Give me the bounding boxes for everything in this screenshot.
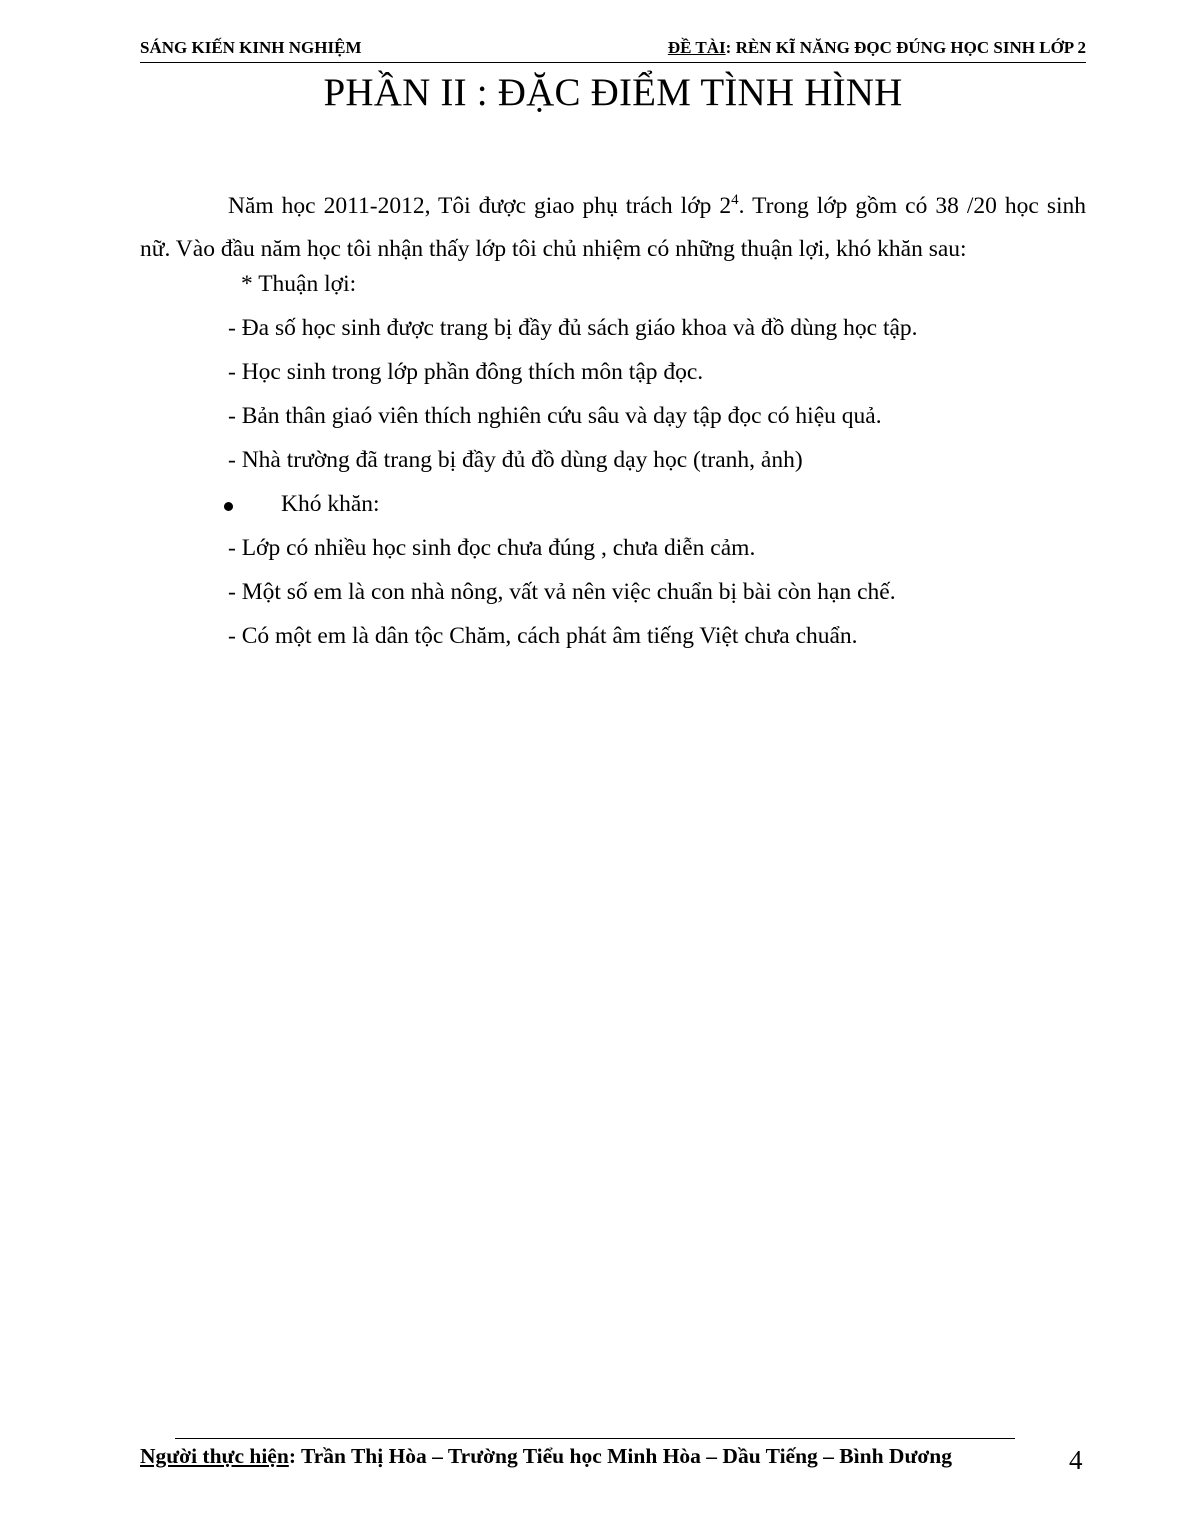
- advantage-item: - Bản thân giaó viên thích nghiên cứu sâu và dạy tập đọc có hiệu quả.: [228, 403, 882, 429]
- advantage-item: - Đa số học sinh được trang bị đầy đủ sách giáo khoa và đồ dùng học tập.: [228, 315, 918, 341]
- bullet-icon: [224, 502, 233, 511]
- page-header: [140, 36, 1086, 63]
- intro-paragraph: [140, 179, 1086, 271]
- section-title: PHẦN II : ĐẶC ĐIỂM TÌNH HÌNH: [323, 71, 903, 114]
- footer-divider: [175, 1438, 1015, 1439]
- header-topic-text: : RÈN KĨ NĂNG ĐỌC ĐÚNG HỌC SINH LỚP 2: [725, 38, 1086, 57]
- header-left-text: SÁNG KIẾN KINH NGHIỆM: [140, 38, 362, 57]
- advantage-item: - Học sinh trong lớp phần đông thích môn tập đọc.: [228, 359, 704, 385]
- footer-author-text: : Trần Thị Hòa – Trường Tiểu học Minh Hòa – Dầu Tiếng – Bình Dương: [288, 1444, 952, 1468]
- intro-text-start: Năm học 2011-2012, Tôi được giao phụ trách lớp 2: [228, 192, 732, 219]
- class-superscript: 4: [731, 192, 739, 208]
- page-number: 4: [1069, 1445, 1083, 1475]
- advantage-item: - Nhà trường đã trang bị đầy đủ đồ dùng dạy học (tranh, ảnh): [228, 447, 803, 473]
- intro-text-end: . Trong lớp gồm có 38 /20 học sinh nữ. Vào đầu năm học tôi nhận thấy lớp tôi chủ nhiệm có những thuận lợi, khó khăn sau:: [140, 192, 1087, 262]
- header-right-text: [668, 38, 1086, 58]
- difficulty-item: - Lớp có nhiều học sinh đọc chưa đúng , chưa diễn cảm.: [228, 535, 756, 561]
- footer-author-label: Người thực hiện: [140, 1444, 289, 1468]
- difficulty-item: - Có một em là dân tộc Chăm, cách phát âm tiếng Việt chưa chuẩn.: [228, 623, 858, 649]
- header-topic-label: ĐỀ TÀI: [667, 38, 726, 57]
- difficulties-heading: Khó khăn:: [281, 491, 380, 517]
- page-footer: [140, 1444, 952, 1469]
- difficulty-item: - Một số em là con nhà nông, vất vả nên việc chuẩn bị bài còn hạn chế.: [228, 579, 896, 605]
- advantages-heading: * Thuận lợi:: [241, 271, 357, 297]
